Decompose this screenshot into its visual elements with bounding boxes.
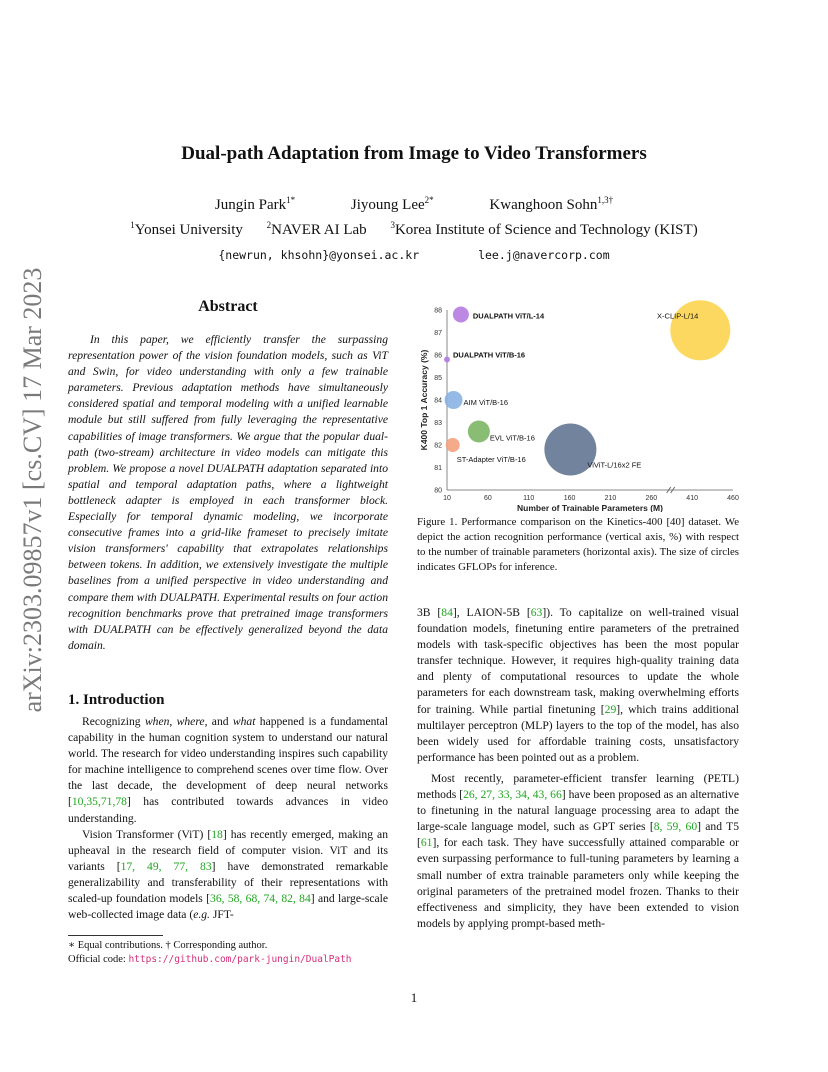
bubble-label: ViViT-L/16x2 FE [587,460,642,470]
y-axis-label: K400 Top 1 Accuracy (%) [419,349,429,451]
author: Kwanghoon Sohn$^{1,3\dagger}$ [489,195,614,213]
x-tick-label: 10 [443,495,451,502]
y-tick-label: 83 [434,420,442,427]
x-tick-label: 260 [645,495,658,502]
author-list [0,195,828,214]
figure-caption: Figure 1. Performance comparison on the Kinetics-400 [40] dataset. We depict the action recognition performance (vertical axis, %) with respect to the number of trainable parameters (horizontal axis). The size of circles indicates GFLOPs for inference. [417,516,739,573]
x-tick-label: 460 [727,495,739,502]
intro-paragraph: Recognizing when, where, and what happened is a fundamental capability in the human cognition system to understand our natural world. The research for video understanding inspires such capability for machine intelligence to comprehend scenes over time flow. Over the last decade, the development of deep neural networks [10,35,71,78] has contributed towards advances in video understanding. [68,715,389,825]
y-tick-label: 85 [434,375,442,382]
abstract-text: In this paper, we efficiently transfer the surpassing representation power of the vision foundation models, such as ViT and Swin, for video understanding with only a few trainable parameters. Previous adaptation methods have simultaneously considered spatial and temporal modeling with a unified learnable module but still suffered from fully leveraging the representative capabilities of image transformers. We argue that the popular dual-path (two-stream) architecture in video models can mitigate this problem. We propose a novel DUALPATH adaptation separated into spatial and temporal adaptation paths, where a lightweight bottleneck adapter is employed in each transformer block. Especially for temporal dynamic modeling, we incorporate consecutive frames into a grid-like frameset to precisely imitate vision transformers' capability that extrapolates relationships between tokens. In addition, we extensively investigate the multiple baselines from a unified perspective in video understanding and compare them with DUALPATH. Experimental results on four action recognition benchmarks prove that pretrained image transformers with DUALPATH can be effectively generalized beyond the data domain. [68,333,388,652]
citation-link[interactable]: 10,35,71,78 [71,795,127,809]
y-tick-label: 88 [434,307,442,315]
bubble-label: AIM ViT/B-16 [463,398,509,407]
bubble-point [446,438,460,452]
affiliation: $^3$Korea Institute of Science and Technology (KIST) [390,220,698,238]
bubble-point [453,307,469,323]
y-tick-label: 84 [434,397,442,405]
bubble-point [670,300,730,360]
bubble-label: ST-Adapter ViT/B-16 [456,455,526,464]
author: Jungin Park$^{1*}$ [214,195,296,213]
x-tick-label: 60 [483,495,492,502]
figure-1-chart [415,300,745,512]
x-tick-label: 210 [604,495,617,502]
citation-link[interactable]: 26, 27, 33, 34, 43, 66 [463,788,562,802]
x-axis-label: Number of Trainable Parameters (M) [517,503,663,512]
paper-title: Dual-path Adaptation from Image to Video Transformers [181,143,647,164]
bubble-label: DUALPATH ViT/L-14 [472,311,545,321]
email: lee.j@navercorp.com [478,248,610,262]
y-tick-label: 87 [434,330,442,337]
abstract-heading: Abstract [198,298,258,315]
author-emails [0,248,828,262]
abstract-body [68,332,388,654]
author: Jiyoung Lee$^{2*}$ [350,195,434,213]
section-heading: 1. Introduction [68,692,165,708]
y-tick-label: 80 [434,487,442,495]
y-tick-label: 81 [434,465,442,472]
citation-link[interactable]: 18 [211,827,223,841]
right-column-body [417,605,739,932]
affiliation: $^1$Yonsei University [130,220,243,238]
code-link[interactable]: https://github.com/park-jungin/DualPath [128,954,352,965]
bubble-point [445,391,463,409]
y-tick-label: 86 [434,352,442,360]
bubble-label: X-CLIP-L/14 [657,311,699,321]
footnote-contributions: ∗ Equal contributions. † Corresponding author. [68,940,268,951]
email: {newrun, khsohn}@yonsei.ac.kr [218,248,420,262]
x-tick-label: 110 [523,495,535,502]
arxiv-stamp [16,250,50,730]
bubble-label: DUALPATH ViT/B-16 [453,350,526,360]
x-tick-label: 410 [686,495,698,502]
bubble-label: EVL ViT/B-16 [489,433,535,443]
citation-link[interactable]: 63 [530,606,543,619]
footnote-code: Official code: https://github.com/park-jungin/DualPath [68,954,352,965]
y-tick-label: 82 [434,442,442,450]
intro-body [68,714,388,923]
footnote-rule [68,935,163,936]
arxiv-stamp-text: arXiv:2303.09857v1 [cs.CV] 17 Mar 2023 [18,267,47,713]
citation-link[interactable]: 17, 49, 77, 83 [120,859,212,873]
body-paragraph: Most recently, parameter-efficient transfer learning (PETL) methods [26, 27, 33, 34, 43, 66] have been proposed as an alternative to finetuning in the natural language processing area to adapt the large-scale language model, such as GPT series [8, 59, 60] and T5 [61], for each task. They have successfully attained comparable or even surpassing performance to full-tuning parameters by learning a small number of extra trainable parameters only while keeping the original parameters of the pretrained model frozen. Thanks to their effectiveness and simplicity, they have been extended to vision models by applying prompt-based meth- [417,771,740,930]
citation-link[interactable]: 61 [420,836,433,850]
intro-paragraph: Vision Transformer (ViT) [18] has recently emerged, making an upheaval in the research field of computer vision. ViT and its variants [17, 49, 77, 83] have demonstrated remarkable generalizability and transferability of their representations with scaled-up foundation models [36, 58, 68, 74, 82, 84] and large-scale web-collected image data (e.g. JFT- [68,827,389,922]
page-number: 1 [410,990,418,1005]
body-paragraph: 3B [84], LAION-5B [63]). To capitalize on well-trained visual foundation models, finetuning entire parameters of the pretrained models with task-specific objectives has been the most popular transfer technique. However, it requires high-quality training data and plenty of computational resources to update the whole parameters for each downstream task, making overwhelming efforts for training. While partial finetuning [29], which trains additional multilayer perceptron (MLP) layers to the top of the model, has also been widely used for affordable training costs, unsatisfactory performance has been pointed out as a problem. [417,606,739,764]
citation-link[interactable]: 29 [604,702,617,716]
footnote [68,939,352,967]
affiliation-list [0,220,828,239]
citation-link[interactable]: 84 [441,606,453,619]
citation-link[interactable]: 8, 59, 60 [653,820,698,834]
x-tick-label: 160 [563,495,576,502]
bubble-point [444,357,450,363]
affiliation: $^2$NAVER AI Lab [266,220,367,238]
bubble-point [468,421,490,443]
citation-link[interactable]: 36, 58, 68, 74, 82, 84 [210,892,311,906]
